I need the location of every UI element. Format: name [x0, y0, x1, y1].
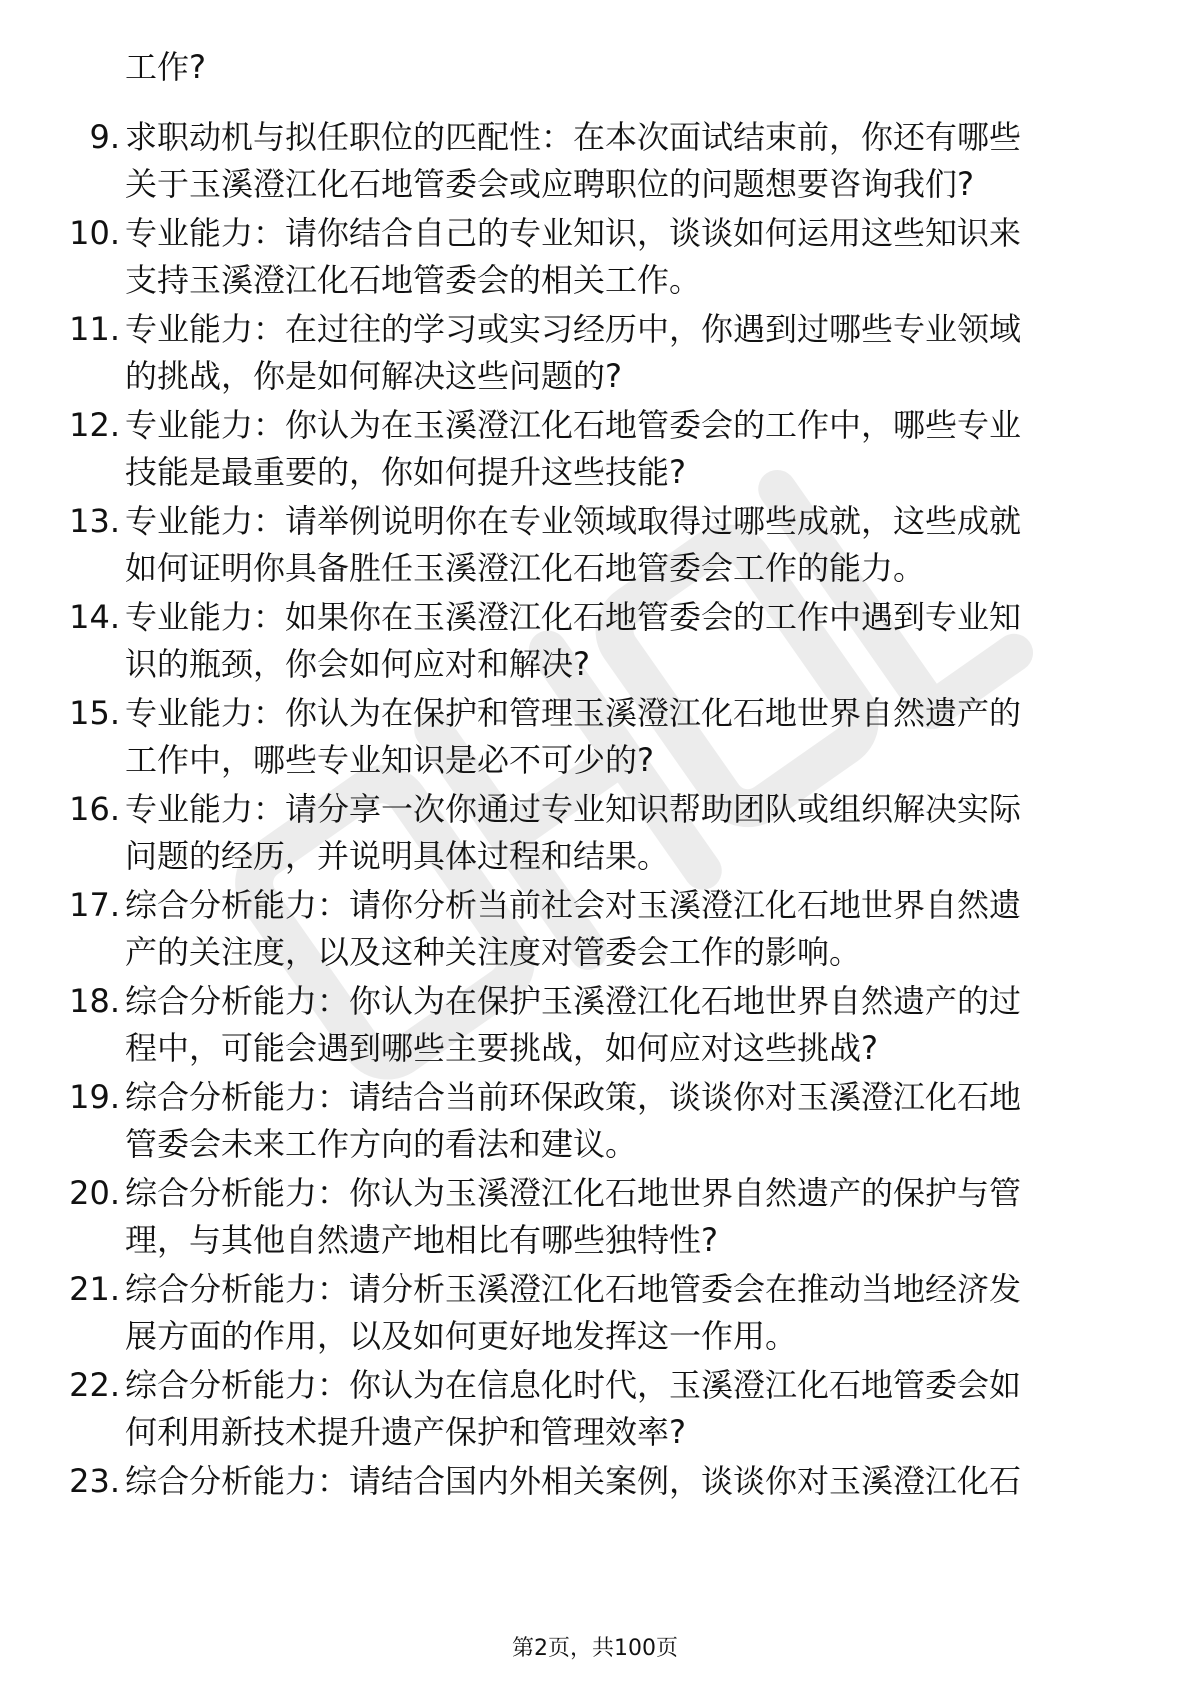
question-number: 10. [69, 214, 120, 252]
question-item [0, 1074, 1190, 1170]
question-text-line: 程中，可能会遇到哪些主要挑战，如何应对这些挑战? [125, 1029, 878, 1067]
question-text [125, 1074, 1125, 1168]
question-text-line: 综合分析能力：请结合国内外相关案例，谈谈你对玉溪澄江化石 [125, 1462, 1022, 1500]
question-text-line: 综合分析能力：请你分析当前社会对玉溪澄江化石地世界自然遗 [125, 886, 1022, 924]
question-number: 13. [69, 502, 120, 540]
question-text-line: 综合分析能力：请结合当前环保政策，谈谈你对玉溪澄江化石地 [125, 1078, 1022, 1116]
question-text [125, 1362, 1125, 1456]
question-list [0, 114, 1190, 1554]
page-footer: 第2页，共100页 [512, 1636, 678, 1661]
question-text [125, 786, 1125, 880]
question-text-line: 关于玉溪澄江化石地管委会或应聘职位的问题想要咨询我们? [125, 165, 974, 203]
question-number: 22. [69, 1366, 120, 1404]
question-text [125, 306, 1125, 400]
question-text-line: 技能是最重要的，你如何提升这些技能? [125, 453, 686, 491]
question-text [125, 1266, 1125, 1360]
continuation-text: 工作? [125, 48, 206, 86]
question-text-line: 何利用新技术提升遗产保护和管理效率? [125, 1413, 686, 1451]
question-item [0, 1170, 1190, 1266]
question-text [125, 1170, 1125, 1264]
question-item [0, 402, 1190, 498]
question-text-line: 识的瓶颈，你会如何应对和解决? [125, 645, 590, 683]
question-number: 23. [69, 1462, 120, 1500]
question-item [0, 210, 1190, 306]
question-text-line: 求职动机与拟任职位的匹配性：在本次面试结束前，你还有哪些 [125, 118, 1022, 156]
question-text [125, 690, 1125, 784]
question-item [0, 1458, 1190, 1554]
question-item [0, 114, 1190, 210]
question-text [125, 594, 1125, 688]
question-text-line: 综合分析能力：你认为在保护玉溪澄江化石地世界自然遗产的过 [125, 982, 1022, 1020]
question-text-line: 专业能力：你认为在玉溪澄江化石地管委会的工作中，哪些专业 [125, 406, 1022, 444]
question-text-line: 支持玉溪澄江化石地管委会的相关工作。 [125, 261, 702, 299]
question-number: 20. [69, 1174, 120, 1212]
question-item [0, 306, 1190, 402]
question-text-line: 综合分析能力：你认为玉溪澄江化石地世界自然遗产的保护与管 [125, 1174, 1022, 1212]
question-text-line: 管委会未来工作方向的看法和建议。 [125, 1125, 638, 1163]
question-text [125, 978, 1125, 1072]
question-text-line: 专业能力：如果你在玉溪澄江化石地管委会的工作中遇到专业知 [125, 598, 1022, 636]
question-number: 12. [69, 406, 120, 444]
question-number: 19. [69, 1078, 120, 1116]
question-text-line: 的挑战，你是如何解决这些问题的? [125, 357, 622, 395]
question-item [0, 498, 1190, 594]
question-text-line: 专业能力：请分享一次你通过专业知识帮助团队或组织解决实际 [125, 790, 1022, 828]
question-number: 17. [69, 886, 120, 924]
question-number: 21. [69, 1270, 120, 1308]
question-text-line: 理，与其他自然遗产地相比有哪些独特性? [125, 1221, 718, 1259]
question-number: 11. [69, 310, 120, 348]
question-text-line: 如何证明你具备胜任玉溪澄江化石地管委会工作的能力。 [125, 549, 926, 587]
question-item [0, 978, 1190, 1074]
question-number: 16. [69, 790, 120, 828]
question-number: 15. [69, 694, 120, 732]
question-number: 14. [69, 598, 120, 636]
question-text-line: 产的关注度，以及这种关注度对管委会工作的影响。 [125, 933, 862, 971]
question-text-line: 综合分析能力：请分析玉溪澄江化石地管委会在推动当地经济发 [125, 1270, 1022, 1308]
question-text [125, 882, 1125, 976]
question-text [125, 210, 1125, 304]
question-text-line: 问题的经历，并说明具体过程和结果。 [125, 837, 670, 875]
question-text [125, 114, 1125, 208]
question-item [0, 1266, 1190, 1362]
question-text-line: 专业能力：在过往的学习或实习经历中，你遇到过哪些专业领域 [125, 310, 1022, 348]
question-text-line: 工作中，哪些专业知识是必不可少的? [125, 741, 654, 779]
question-item [0, 882, 1190, 978]
question-text [125, 1458, 1125, 1505]
question-text-line: 专业能力：你认为在保护和管理玉溪澄江化石地世界自然遗产的 [125, 694, 1022, 732]
question-text [125, 402, 1125, 496]
question-text-line: 专业能力：请你结合自己的专业知识，谈谈如何运用这些知识来 [125, 214, 1022, 252]
question-text-line: 展方面的作用，以及如何更好地发挥这一作用。 [125, 1317, 798, 1355]
question-item [0, 786, 1190, 882]
question-text-line: 综合分析能力：你认为在信息化时代，玉溪澄江化石地管委会如 [125, 1366, 1022, 1404]
question-text-line: 专业能力：请举例说明你在专业领域取得过哪些成就，这些成就 [125, 502, 1022, 540]
question-number: 9. [89, 118, 120, 156]
question-item [0, 594, 1190, 690]
question-item [0, 1362, 1190, 1458]
question-number: 18. [69, 982, 120, 1020]
question-text [125, 498, 1125, 592]
question-item [0, 690, 1190, 786]
